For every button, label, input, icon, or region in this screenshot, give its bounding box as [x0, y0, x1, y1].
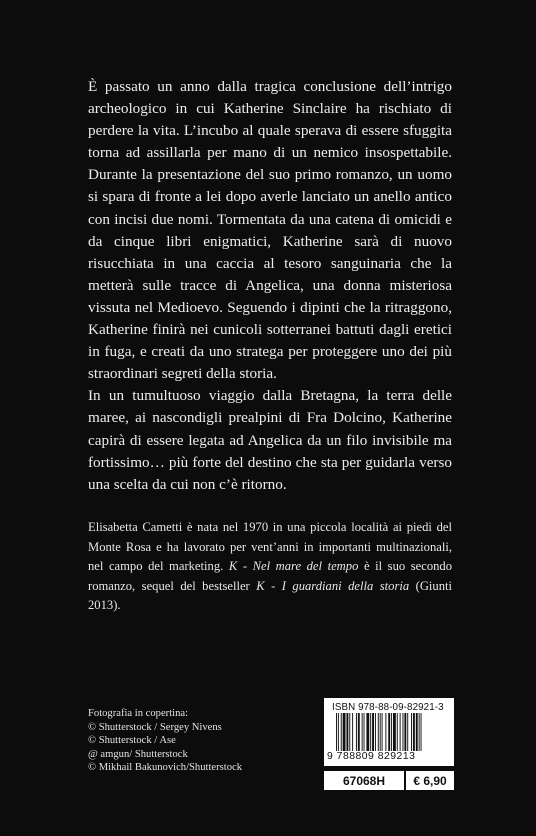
product-code: 67068H [324, 771, 404, 790]
photo-credit-line: © Shutterstock / Ase [88, 735, 176, 747]
barcode-bar [338, 713, 339, 751]
barcode-bar [346, 713, 348, 751]
barcode-bar [403, 713, 404, 751]
barcode-bar [421, 713, 422, 751]
barcode-bar [388, 713, 390, 751]
barcode-bar [356, 713, 357, 751]
photo-credit-line: @ amgun/ Shutterstock [88, 748, 188, 760]
barcode-icon [336, 713, 448, 751]
barcode-bar [404, 713, 406, 751]
barcode-bar [366, 713, 369, 751]
barcode-bar [364, 713, 365, 751]
bio-text: è il suo secondo romanzo, sequel del bestseller [88, 559, 453, 593]
barcode-bar [413, 713, 415, 751]
barcode-bar [397, 713, 398, 751]
barcode-bar [400, 713, 401, 751]
barcode-bar [370, 713, 371, 751]
synopsis-paragraph: In un tumultuoso viaggio dalla Bretagna, la terra delle maree, ai nascondigli prealpini di Fra Dolcino, Katherine capirà di essere legata ad Angelica da un filo invisibile ma fortissimo… più forte del destino che sta per guidarla verso una scelta da cui non c’è ritorno. [88, 387, 452, 493]
photo-credit-line: © Mikhail Bakunovich/Shutterstock [88, 762, 242, 774]
bio-text: (Giunti 2013). [88, 578, 453, 613]
barcode-bar [362, 713, 363, 751]
isbn-barcode-label [324, 698, 454, 766]
barcode-bar [358, 713, 360, 751]
barcode-bar [416, 713, 418, 751]
barcode-bar [391, 713, 392, 751]
photo-credit-line: © Shutterstock / Sergey Nivens [88, 721, 222, 733]
barcode-bar [349, 713, 350, 751]
barcode-bar [385, 713, 386, 751]
barcode-bar [378, 713, 379, 751]
barcode-bar [336, 713, 337, 751]
barcode-bar [375, 713, 376, 751]
price-label: € 6,90 [406, 771, 454, 790]
barcode-bar [411, 713, 412, 751]
barcode-bar [352, 713, 353, 751]
photo-credits [88, 707, 288, 775]
barcode-bar [372, 713, 374, 751]
barcode-bar [382, 713, 383, 751]
book-title: K - Nel mare del tempo [228, 559, 359, 574]
barcode-bar [407, 713, 408, 751]
book-title: K - I guardiani della storia [256, 578, 410, 593]
ean-digits: 9 788809 829213 [327, 751, 416, 762]
author-bio [88, 518, 452, 616]
barcode-bar [341, 713, 342, 751]
barcode-bar [419, 713, 420, 751]
bio-text: Elisabetta Cametti è nata nel 1970 in una piccola località ai piedi del Monte Rosa e ha lavorato per vent’anni in importanti multinazionali, nel campo del marketing. [88, 520, 452, 574]
barcode-bar [343, 713, 346, 751]
isbn-number: ISBN 978-88-09-82921-3 [332, 702, 444, 713]
barcode-bar [380, 713, 381, 751]
photo-credits-heading: Fotografia in copertina: [88, 708, 189, 719]
synopsis-text [88, 76, 452, 496]
author-bio-paragraph [88, 518, 452, 616]
barcode-bar [393, 713, 396, 751]
synopsis-paragraph: È passato un anno dalla tragica conclusione dell’intrigo archeologico in cui Katherine Sinclaire ha rischiato di perdere la vita. L’incubo al quale sperava di essere sfuggita torna ad assillarla per mano di un nemico insospettabile. Durante la presentazione del suo primo romanzo, un uomo si spara di fronte a lei dopo averle lanciato un anello antico con incisi due nomi. Tormentata da una catena di omicidi e da cinque libri enigmatici, Katherine sarà di nuovo risucchiata in una caccia al tesoro sanguinaria che la metterà sulle tracce di Angelica, una donna misteriosa vissuta nel Medioevo. Seguendo i dipinti che la ritraggono, Katherine finirà nei cunicoli sotterranei battuti dagli eretici in fuga, e creati da uno stratega per proteggere uno dei più straordinari segreti della storia. [88, 78, 452, 383]
